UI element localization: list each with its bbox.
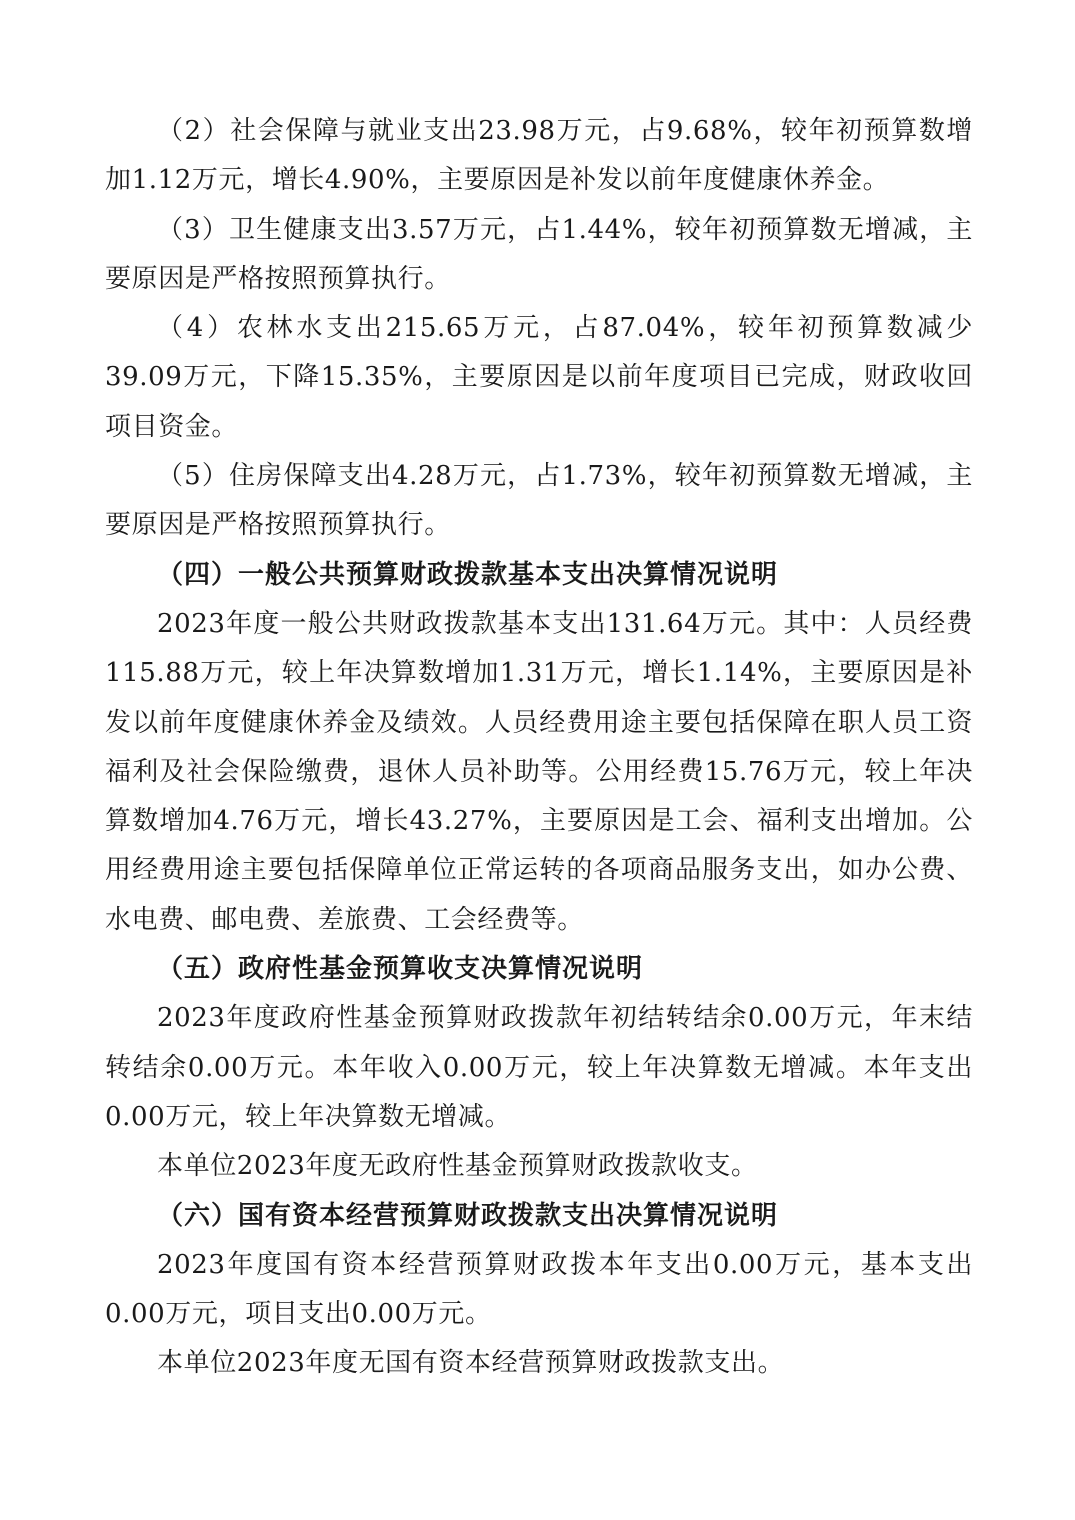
paragraph-housing: （5）住房保障支出4.28万元，占1.73%，较年初预算数无增减，主要原因是严格按照预算执行。 — [105, 461, 973, 541]
document-page — [105, 107, 973, 1389]
paragraph-state-capital-note: 本单位2023年度无国有资本经营预算财政拨款支出。 — [157, 1348, 785, 1379]
paragraph-government-fund-note: 本单位2023年度无政府性基金预算财政拨款收支。 — [157, 1151, 758, 1182]
paragraph-social-security: （2）社会保障与就业支出23.98万元，占9.68%，较年初预算数增加1.12万元，增长4.90%，主要原因是补发以前年度健康休养金。 — [105, 116, 973, 196]
paragraph-basic-expenditure: 2023年度一般公共财政拨款基本支出131.64万元。其中：人员经费115.88万元，较上年决算数增加1.31万元，增长1.14%，主要原因是补发以前年度健康休养金及绩效。人员经费用途主要包括保障在职人员工资福利及社会保险缴费，退休人员补助等。公用经费15.76万元，较上年决算数增加4.76万元，增长43.27%，主要原因是工会、福利支出增加。公用经费用途主要包括保障单位正常运转的各项商品服务支出，如办公费、水电费、邮电费、差旅费、工会经费等。 — [105, 608, 973, 935]
paragraph-agriculture: （4）农林水支出215.65万元，占87.04%，较年初预算数减少39.09万元，下降15.35%，主要原因是以前年度项目已完成，财政收回项目资金。 — [105, 313, 973, 442]
paragraph-state-capital: 2023年度国有资本经营预算财政拨本年支出0.00万元，基本支出0.00万元，项目支出0.00万元。 — [105, 1249, 973, 1330]
paragraph-health: （3）卫生健康支出3.57万元，占1.44%，较年初预算数无增减，主要原因是严格按照预算执行。 — [105, 214, 973, 294]
section-heading-4: （四）一般公共预算财政拨款基本支出决算情况说明 — [157, 559, 779, 590]
paragraph-government-fund: 2023年度政府性基金预算财政拨款年初结转结余0.00万元，年末结转结余0.00万元。本年收入0.00万元，较上年决算数无增减。本年支出0.00万元，较上年决算数无增减。 — [105, 1003, 973, 1132]
section-heading-6: （六）国有资本经营预算财政拨款支出决算情况说明 — [157, 1200, 779, 1231]
section-heading-5: （五）政府性基金预算收支决算情况说明 — [157, 954, 644, 985]
